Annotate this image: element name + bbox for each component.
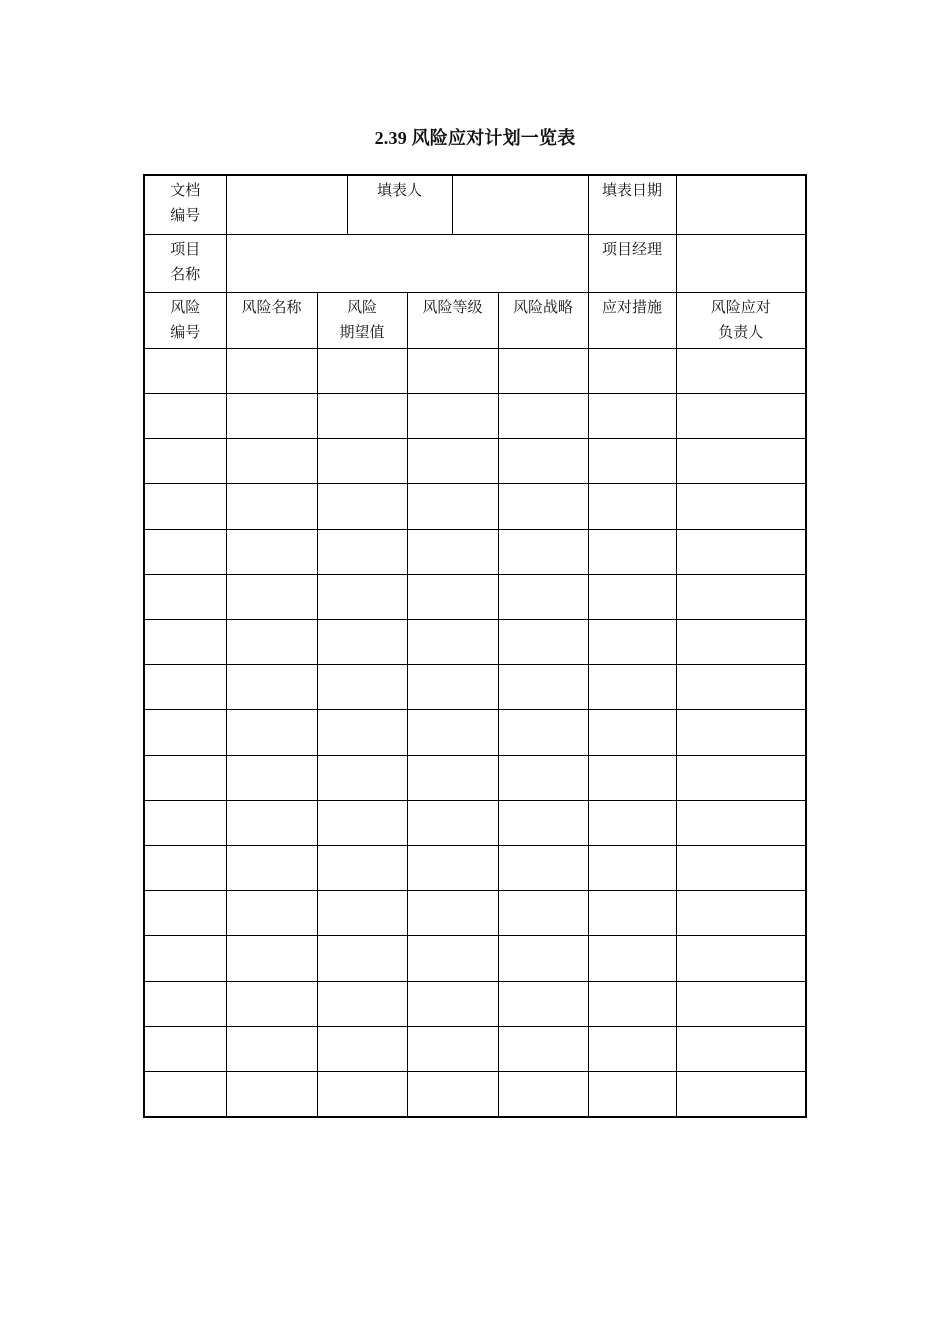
table-row <box>144 755 806 800</box>
cell-risk-level[interactable] <box>407 846 498 891</box>
table-row <box>144 891 806 936</box>
form-header-row-2 <box>144 234 806 292</box>
cell-response-measures[interactable] <box>588 529 676 574</box>
cell-response-owner[interactable] <box>676 981 806 1026</box>
cell-risk-strategy[interactable] <box>498 981 588 1026</box>
cell-risk-number[interactable] <box>144 574 226 619</box>
column-header-line: 风险应对 <box>710 297 771 316</box>
cell-response-measures[interactable] <box>588 981 676 1026</box>
cell-risk-expected-value[interactable] <box>317 529 407 574</box>
column-header-line: 风险名称 <box>241 297 302 316</box>
table-row <box>144 439 806 484</box>
fill-date-label: 填表日期 <box>602 181 663 199</box>
cell-risk-level[interactable] <box>407 348 498 393</box>
table-row <box>144 348 806 393</box>
project-name-field[interactable] <box>226 234 588 292</box>
cell-response-measures[interactable] <box>588 348 676 393</box>
cell-risk-expected-value[interactable] <box>317 619 407 664</box>
cell-risk-name[interactable] <box>226 529 317 574</box>
cell-risk-level[interactable] <box>407 800 498 845</box>
cell-risk-number[interactable] <box>144 1072 226 1117</box>
column-header-line: 风险战略 <box>513 297 574 316</box>
cell-response-measures[interactable] <box>588 800 676 845</box>
cell-response-measures[interactable] <box>588 936 676 981</box>
cell-response-owner[interactable] <box>676 529 806 574</box>
cell-risk-expected-value[interactable] <box>317 574 407 619</box>
cell-risk-expected-value[interactable] <box>317 1072 407 1117</box>
column-header-line: 风险 <box>346 297 377 316</box>
cell-risk-number[interactable] <box>144 393 226 438</box>
cell-risk-level[interactable] <box>407 529 498 574</box>
cell-risk-strategy[interactable] <box>498 574 588 619</box>
cell-response-measures[interactable] <box>588 665 676 710</box>
cell-risk-name[interactable] <box>226 439 317 484</box>
cell-risk-name[interactable] <box>226 1026 317 1071</box>
cell-risk-level[interactable] <box>407 1072 498 1117</box>
cell-risk-number[interactable] <box>144 665 226 710</box>
table-row <box>144 800 806 845</box>
doc-number-label-cell <box>144 175 226 234</box>
filler-label: 填表人 <box>377 181 423 199</box>
cell-risk-strategy[interactable] <box>498 1072 588 1117</box>
column-header-response-measures <box>588 292 676 348</box>
cell-response-owner[interactable] <box>676 619 806 664</box>
cell-risk-level[interactable] <box>407 755 498 800</box>
filler-field[interactable] <box>452 175 588 234</box>
column-header-risk-name <box>226 292 317 348</box>
column-header-response-owner <box>676 292 806 348</box>
cell-risk-expected-value[interactable] <box>317 439 407 484</box>
table-row <box>144 936 806 981</box>
cell-risk-expected-value[interactable] <box>317 936 407 981</box>
column-header-line: 风险等级 <box>422 297 483 316</box>
table-row <box>144 1072 806 1117</box>
cell-response-owner[interactable] <box>676 665 806 710</box>
cell-risk-number[interactable] <box>144 891 226 936</box>
cell-response-owner[interactable] <box>676 348 806 393</box>
fill-date-field[interactable] <box>676 175 806 234</box>
cell-risk-level[interactable] <box>407 936 498 981</box>
cell-risk-name[interactable] <box>226 574 317 619</box>
cell-risk-name[interactable] <box>226 619 317 664</box>
cell-risk-number[interactable] <box>144 936 226 981</box>
cell-response-measures[interactable] <box>588 619 676 664</box>
cell-risk-strategy[interactable] <box>498 846 588 891</box>
cell-risk-expected-value[interactable] <box>317 484 407 529</box>
cell-response-measures[interactable] <box>588 393 676 438</box>
cell-risk-expected-value[interactable] <box>317 755 407 800</box>
cell-risk-name[interactable] <box>226 393 317 438</box>
cell-risk-strategy[interactable] <box>498 665 588 710</box>
cell-risk-level[interactable] <box>407 574 498 619</box>
column-header-risk-number <box>144 292 226 348</box>
doc-number-field[interactable] <box>226 175 347 234</box>
project-manager-label: 项目经理 <box>602 239 663 258</box>
cell-response-owner[interactable] <box>676 755 806 800</box>
cell-risk-strategy[interactable] <box>498 393 588 438</box>
cell-risk-name[interactable] <box>226 755 317 800</box>
cell-risk-level[interactable] <box>407 619 498 664</box>
cell-risk-expected-value[interactable] <box>317 348 407 393</box>
cell-response-owner[interactable] <box>676 891 806 936</box>
cell-response-measures[interactable] <box>588 710 676 755</box>
project-manager-label-cell <box>588 234 676 292</box>
cell-risk-number[interactable] <box>144 800 226 845</box>
page-title: 2.39 风险应对计划一览表 <box>374 128 576 148</box>
cell-risk-expected-value[interactable] <box>317 665 407 710</box>
cell-risk-level[interactable] <box>407 484 498 529</box>
column-header-line: 编号 <box>170 322 201 341</box>
cell-risk-number[interactable] <box>144 529 226 574</box>
cell-risk-name[interactable] <box>226 710 317 755</box>
cell-response-owner[interactable] <box>676 1026 806 1071</box>
cell-risk-strategy[interactable] <box>498 619 588 664</box>
cell-risk-name[interactable] <box>226 846 317 891</box>
project-name-label-line-2: 名称 <box>170 264 201 283</box>
cell-risk-strategy[interactable] <box>498 800 588 845</box>
cell-risk-number[interactable] <box>144 1026 226 1071</box>
table-row <box>144 484 806 529</box>
cell-response-owner[interactable] <box>676 846 806 891</box>
cell-risk-number[interactable] <box>144 846 226 891</box>
cell-risk-number[interactable] <box>144 755 226 800</box>
cell-response-owner[interactable] <box>676 439 806 484</box>
cell-risk-strategy[interactable] <box>498 1026 588 1071</box>
cell-risk-level[interactable] <box>407 665 498 710</box>
cell-risk-name[interactable] <box>226 936 317 981</box>
column-header-risk-level <box>407 292 498 348</box>
cell-response-measures[interactable] <box>588 1026 676 1071</box>
column-header-line: 负责人 <box>718 322 764 341</box>
doc-number-label-line-2: 编号 <box>170 206 201 224</box>
cell-risk-name[interactable] <box>226 981 317 1026</box>
cell-risk-name[interactable] <box>226 665 317 710</box>
fill-date-label-cell <box>588 175 676 234</box>
cell-response-measures[interactable] <box>588 574 676 619</box>
cell-response-owner[interactable] <box>676 710 806 755</box>
table-row <box>144 665 806 710</box>
cell-risk-number[interactable] <box>144 981 226 1026</box>
table-row <box>144 710 806 755</box>
form-header-row-1 <box>144 175 806 234</box>
cell-response-owner[interactable] <box>676 1072 806 1117</box>
cell-risk-number[interactable] <box>144 348 226 393</box>
cell-risk-name[interactable] <box>226 484 317 529</box>
cell-risk-strategy[interactable] <box>498 484 588 529</box>
column-header-row <box>144 292 806 348</box>
cell-risk-level[interactable] <box>407 981 498 1026</box>
cell-risk-name[interactable] <box>226 348 317 393</box>
column-header-risk-strategy <box>498 292 588 348</box>
project-name-label-line-1: 项目 <box>170 239 201 258</box>
cell-response-owner[interactable] <box>676 800 806 845</box>
cell-risk-strategy[interactable] <box>498 529 588 574</box>
cell-risk-level[interactable] <box>407 393 498 438</box>
table-row <box>144 846 806 891</box>
cell-response-measures[interactable] <box>588 1072 676 1117</box>
cell-risk-strategy[interactable] <box>498 439 588 484</box>
cell-response-owner[interactable] <box>676 393 806 438</box>
table-row <box>144 619 806 664</box>
column-header-line: 应对措施 <box>602 297 663 316</box>
cell-response-measures[interactable] <box>588 439 676 484</box>
cell-risk-strategy[interactable] <box>498 936 588 981</box>
cell-risk-name[interactable] <box>226 800 317 845</box>
cell-response-owner[interactable] <box>676 936 806 981</box>
cell-risk-strategy[interactable] <box>498 710 588 755</box>
cell-risk-expected-value[interactable] <box>317 393 407 438</box>
filler-label-cell <box>347 175 452 234</box>
cell-response-measures[interactable] <box>588 846 676 891</box>
cell-risk-expected-value[interactable] <box>317 891 407 936</box>
cell-risk-expected-value[interactable] <box>317 981 407 1026</box>
cell-risk-expected-value[interactable] <box>317 1026 407 1071</box>
cell-risk-number[interactable] <box>144 710 226 755</box>
column-header-risk-expected-value <box>317 292 407 348</box>
column-header-line: 期望值 <box>339 322 385 341</box>
cell-risk-name[interactable] <box>226 891 317 936</box>
cell-risk-number[interactable] <box>144 484 226 529</box>
column-header-line: 风险 <box>170 297 201 316</box>
table-row <box>144 981 806 1026</box>
project-manager-field[interactable] <box>676 234 806 292</box>
cell-risk-level[interactable] <box>407 710 498 755</box>
cell-risk-strategy[interactable] <box>498 755 588 800</box>
cell-risk-expected-value[interactable] <box>317 800 407 845</box>
cell-risk-level[interactable] <box>407 439 498 484</box>
cell-risk-number[interactable] <box>144 439 226 484</box>
data-rows <box>144 348 806 1117</box>
doc-number-label-line-1: 文档 <box>170 181 201 199</box>
table-row <box>144 529 806 574</box>
cell-risk-name[interactable] <box>226 1072 317 1117</box>
cell-response-measures[interactable] <box>588 891 676 936</box>
cell-response-measures[interactable] <box>588 755 676 800</box>
project-name-label-cell <box>144 234 226 292</box>
cell-response-measures[interactable] <box>588 484 676 529</box>
cell-risk-level[interactable] <box>407 1026 498 1071</box>
table-row <box>144 393 806 438</box>
cell-risk-strategy[interactable] <box>498 891 588 936</box>
cell-risk-expected-value[interactable] <box>317 710 407 755</box>
cell-response-owner[interactable] <box>676 574 806 619</box>
cell-risk-expected-value[interactable] <box>317 846 407 891</box>
cell-risk-strategy[interactable] <box>498 348 588 393</box>
table-row <box>144 1026 806 1071</box>
cell-response-owner[interactable] <box>676 484 806 529</box>
cell-risk-level[interactable] <box>407 891 498 936</box>
risk-response-plan-table <box>143 174 807 1118</box>
cell-risk-number[interactable] <box>144 619 226 664</box>
table-row <box>144 574 806 619</box>
